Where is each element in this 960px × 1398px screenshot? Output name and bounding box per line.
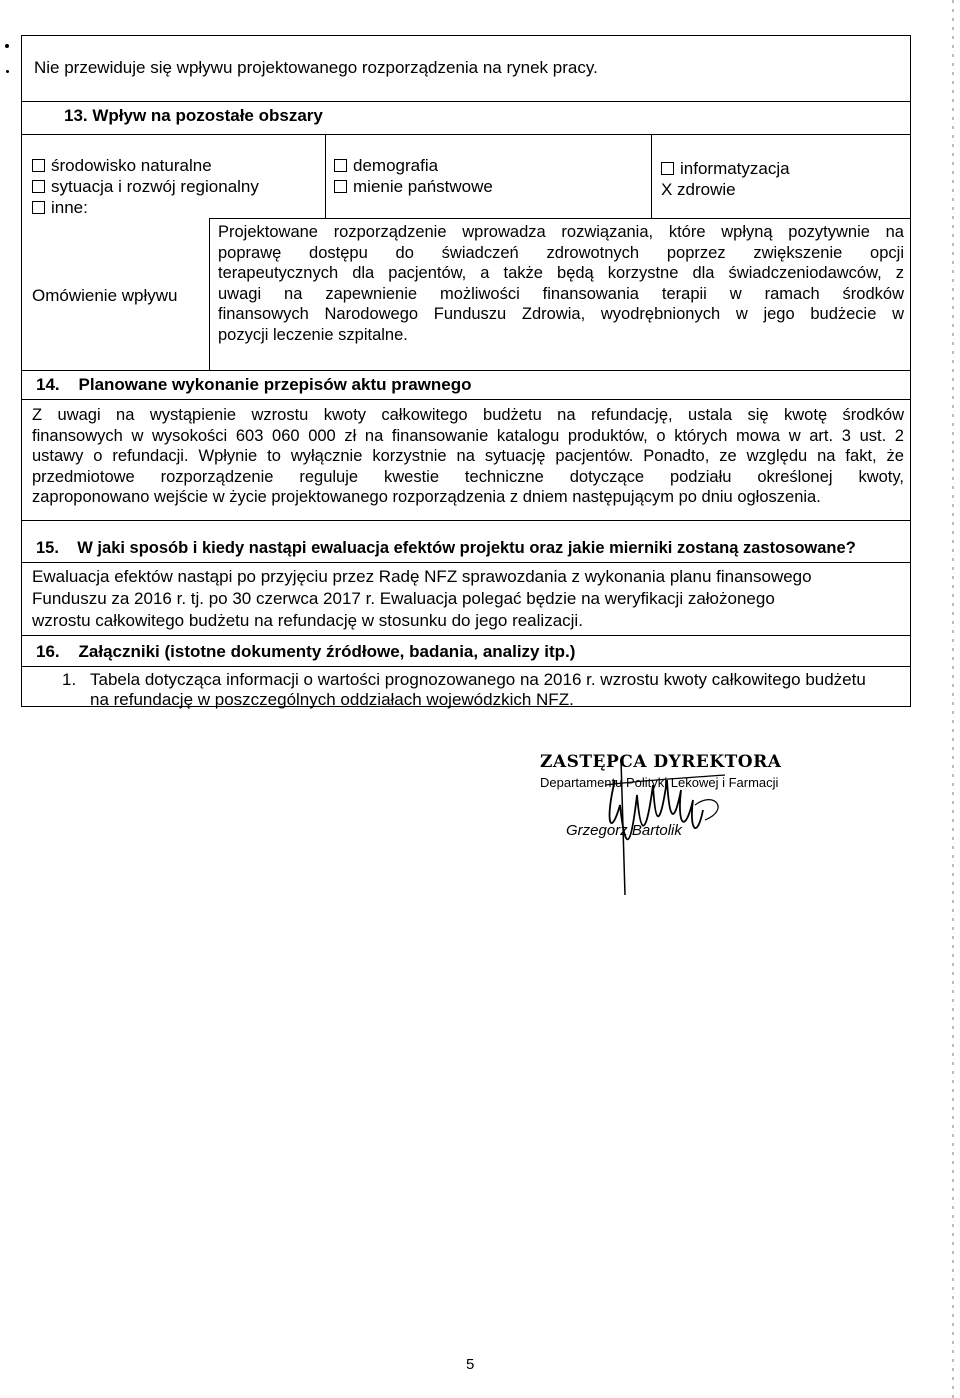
stamp-name: Grzegorz Bartolik (566, 822, 682, 839)
impact-line: pozycji leczenie szpitalne. (218, 325, 408, 344)
column-divider (325, 134, 326, 218)
option-informatyzacja (661, 159, 790, 179)
impact-description (218, 222, 904, 345)
signature-icon (585, 750, 745, 900)
section14-line: zaproponowano wejście w życie projektowanego rozporządzenia z dniem następującym po dniu ogłoszenia. (32, 488, 821, 506)
scan-edge (952, 0, 954, 1398)
row-divider (21, 666, 911, 667)
section15-title: 15. W jaki sposób i kiedy nastąpi ewaluacja efektów projektu oraz jakie mierniki zostaną zastosowane? (36, 539, 856, 557)
option-label: demografia (353, 156, 439, 175)
section15-line: Ewaluacja efektów nastąpi po przyjęciu przez Radę NFZ sprawozdania z wykonania planu finansowego (32, 567, 812, 586)
checkbox-icon[interactable] (32, 159, 45, 172)
option-mienie (334, 177, 493, 197)
row-divider (21, 101, 911, 102)
attachment-number: 1. (62, 670, 77, 689)
column-divider (651, 134, 652, 218)
stamp-department: Departamentu Polityki Lekowej i Farmacji (540, 775, 779, 790)
section15-line: Funduszu za 2016 r. tj. po 30 czerwca 2017 r. Ewaluacja polegać będzie na weryfikacji założonego (32, 589, 775, 608)
checkbox-icon[interactable] (32, 201, 45, 214)
option-label: środowisko naturalne (51, 156, 212, 175)
option-demografia (334, 156, 438, 176)
section14-line: finansowych w wysokości 603 060 000 zł na finansowanie katalogu produktów, o których mowa w art. 3 ust. 2 (32, 426, 904, 445)
option-sytuacja (32, 177, 259, 197)
impact-label: Omówienie wpływu (32, 286, 178, 305)
impact-line: uwagi na zapewnienie możliwości finansowania terapii w ramach środków (218, 284, 904, 303)
section13-title: 13. Wpływ na pozostałe obszary (64, 106, 323, 125)
option-label: mienie państwowe (353, 177, 493, 196)
row-divider (21, 520, 911, 521)
section14-line: ustawy o refundacji. Wpłynie to wyłącznie korzystnie na sytuację pacjentów. Ponadto, ze względu na fakt, że (32, 447, 904, 465)
column-divider (209, 218, 210, 370)
impact-line: Projektowane rozporządzenie wprowadza rozwiązania, które wpłyną pozytywnie na (218, 223, 904, 241)
section14-body (32, 405, 904, 508)
section14-title: 14. Planowane wykonanie przepisów aktu prawnego (36, 375, 472, 394)
attachment-line: Tabela dotycząca informacji o wartości prognozowanego na 2016 r. wzrostu kwoty całkowitego budżetu (90, 670, 866, 689)
option-label: sytuacja i rozwój regionalny (51, 177, 259, 196)
row-divider (21, 399, 911, 400)
section15-body (32, 566, 904, 632)
option-zdrowie[interactable]: X zdrowie (661, 180, 736, 199)
checkbox-icon[interactable] (334, 180, 347, 193)
page-number: 5 (466, 1356, 475, 1373)
row-divider (21, 562, 911, 563)
option-srodowisko (32, 156, 212, 176)
stamp-title: ZASTĘPCA DYREKTORA (540, 752, 782, 772)
checkbox-icon[interactable] (32, 180, 45, 193)
scan-mark (5, 44, 9, 48)
attachment-line: na refundację w poszczególnych oddziałach wojewódzkich NFZ. (90, 690, 574, 709)
option-label: informatyzacja (680, 159, 790, 178)
section14-line: Z uwagi na wystąpienie wzrostu kwoty całkowitego budżetu na refundację, ustala się kwotę środków (32, 406, 904, 424)
section15-line: wzrostu całkowitego budżetu na refundację w stosunku do jego realizacji. (32, 611, 583, 630)
labour-market-statement: Nie przewiduje się wpływu projektowanego rozporządzenia na rynek pracy. (34, 58, 598, 77)
checkbox-icon[interactable] (661, 162, 674, 175)
attachment-item[interactable] (90, 670, 866, 710)
option-inne (32, 198, 88, 218)
section16-title: 16. Załączniki (istotne dokumenty źródłowe, badania, analizy itp.) (36, 642, 576, 661)
impact-line: finansowych Narodowego Funduszu Zdrowia, wyodrębnionych w jego budżecie w (218, 305, 904, 323)
row-divider (21, 134, 911, 135)
scan-mark (6, 70, 9, 73)
row-divider (21, 370, 911, 371)
checkbox-icon[interactable] (334, 159, 347, 172)
section14-line: przedmiotowe rozporządzenie reguluje kwestie techniczne dotyczące podziału określonej kwoty, (32, 467, 904, 486)
impact-line: terapeutycznych dla pacjentów, a także będą korzystne dla świadczeniodawców, z (218, 264, 904, 282)
row-divider (209, 218, 911, 219)
impact-line: poprawę dostępu do świadczeń zdrowotnych poprzez zwiększenie opcji (218, 243, 904, 262)
option-label: inne: (51, 198, 88, 217)
row-divider (21, 635, 911, 636)
